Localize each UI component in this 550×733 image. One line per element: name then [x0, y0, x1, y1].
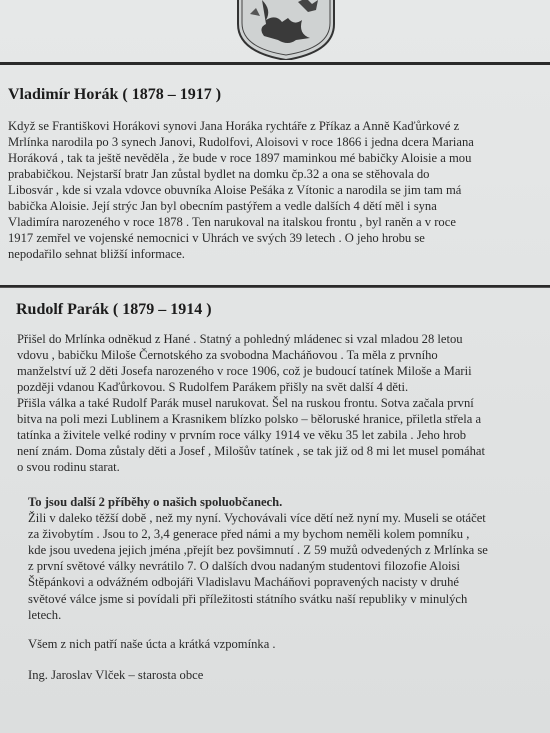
text-line: Přišla válka a také Rudolf Parák musel narukovat. Šel na ruskou frontu. Sotva začala první — [17, 396, 474, 410]
section-divider-thin — [0, 287, 550, 288]
text-line: vdovu , babičku Miloše Černotského za svobodna Macháňovou . Ta měla z prvního — [17, 348, 438, 362]
closing-line: Všem z nich patří naše úcta a krátká vzpomínka . — [28, 637, 276, 651]
text-line: Libosvár , kde si vzala vdovce obuvníka Aloise Pešáka z Vítonic a narodila se jim tam má — [8, 183, 462, 197]
text-line: později vdanou Kaďůrkovou. S Rudolfem Parákem přišly na svět další 4 děti. — [17, 380, 409, 394]
text-line: Horáková , tak ta ještě nevěděla , že bude v roce 1897 maminkou mé babičky Aloisie a mou — [8, 151, 472, 165]
text-line: tatínka a živitele velké rodiny v prvním roce války 1914 ve věku 35 let zabila . Jeho hrob — [17, 428, 467, 442]
text-line: Štěpánkovi a odvážném odbojáři Vladislavu Macháňovi popravených nacisty v druhé — [28, 575, 459, 590]
section-heading-horak: Vladimír Horák ( 1878 – 1917 ) — [8, 86, 222, 103]
text-line: Když se Františkovi Horákovi synovi Jana Horáka rychtáře z Příkaz a Anně Kaďůrkové z — [8, 119, 460, 133]
text-line: prababičkou. Nejstarší bratr Jan zůstal bydlet na domku čp.32 a ona se stěhovala do — [8, 167, 430, 181]
text-line: nepodařilo sehnat bližší informace. — [8, 247, 185, 261]
text-line: babička Aloisie. Její strýc Jan byl obecním pastýřem a vedle dalších 4 dětí měl i syna — [8, 199, 437, 213]
signature-line: Ing. Jaroslav Vlček – starosta obce — [28, 668, 204, 682]
text-line: o svou rodinu starat. — [17, 460, 120, 474]
coat-of-arms-emblem — [232, 0, 340, 60]
text-line: Přišel do Mrlínka odněkud z Hané . Statný a pohledný mládenec si vzal mladou 28 letou — [17, 332, 463, 346]
section-heading-parak: Rudolf Parák ( 1879 – 1914 ) — [16, 301, 212, 318]
text-line: Vladimíra narozeného v roce 1878 . Ten narukoval na italskou frontu , byl raněn a v roce — [8, 215, 456, 229]
text-line: 1917 zemřel ve vojenské nemocnici v Uhrách ve svých 39 letech . O jeho hrobu se — [8, 231, 425, 245]
text-line: Žili v daleko těžší době , než my nyní. Vychovávali více dětí než nyní my. Museli se otáčet — [28, 511, 486, 526]
text-line: světové válce jsme si povídali při příležitosti státního svátku naší republiky v minulých — [28, 591, 468, 606]
text-line: Mrlínka narodila po 3 synech Janovi, Rudolfovi, Aloisovi v roce 1866 i jedna dcera Mariana — [8, 135, 474, 149]
text-line: není znám. Doma zůstaly děti a Josef , Milošův tatínek , se tak již od 8 mi let musel pomáhat — [17, 444, 485, 458]
text-line: z první světové války nevrátilo 7. O dalších dvou nadaným studentovi filozofie Aloisi — [28, 559, 460, 574]
text-line: za živobytím . Jsou to 2, 3,4 generace před námi a my bychom neměli kolem pomníku , — [28, 527, 470, 542]
text-line: letech. — [28, 607, 62, 622]
paragraph-parak — [17, 331, 485, 475]
bold-intro-line: To jsou další 2 příběhy o našich spoluobčanech. — [28, 495, 283, 509]
paragraph-horak — [8, 118, 474, 262]
paragraph-fellow-citizens — [28, 494, 488, 623]
text-line: manželství už 2 děti Josefa narozeného v roce 1906, což je budoucí tatínek Miloše a Marii — [17, 364, 472, 378]
text-line: kde jsou uvedena jejich jména ,přejít bez povšimnutí . Z 59 mužů odvedených z Mrlínka se — [28, 543, 488, 558]
text-line: bitva na poli mezi Lublinem a Krasnikem blízko polsko – běloruské hranice, přiletla střela a — [17, 412, 482, 426]
top-rule — [0, 62, 550, 65]
